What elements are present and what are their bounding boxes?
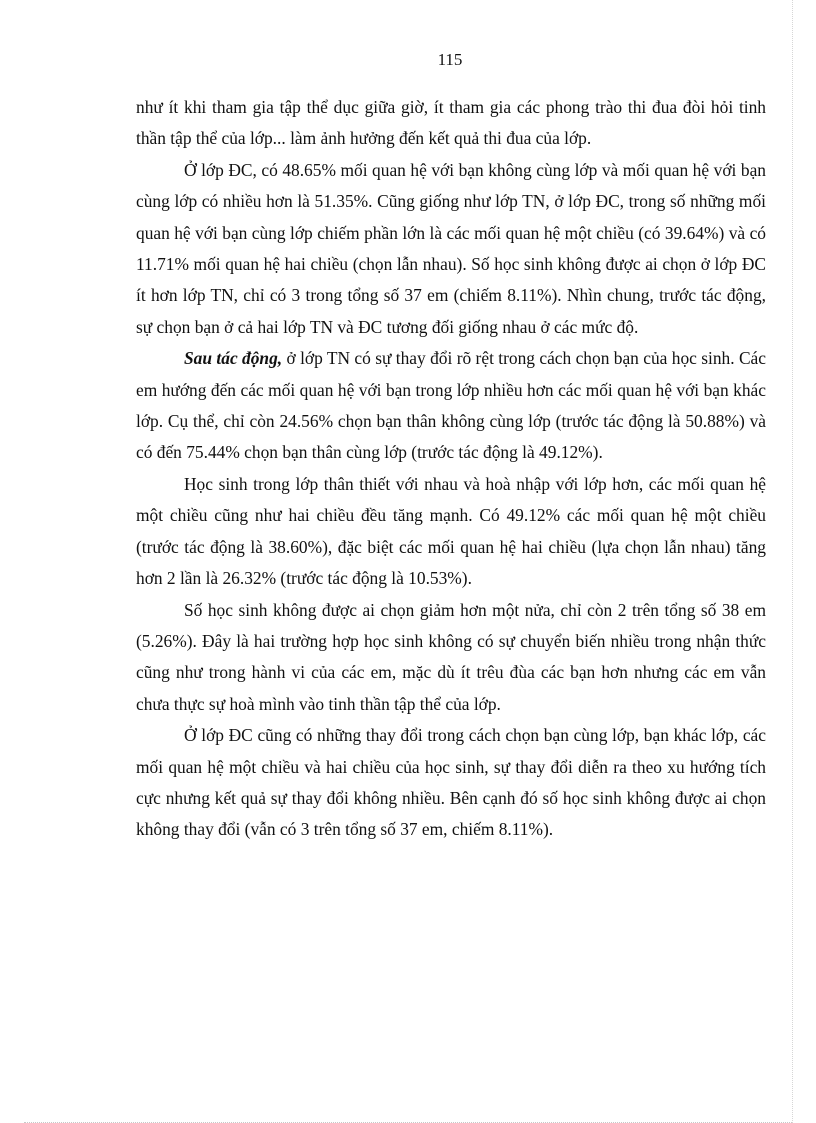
paragraph-text: ở lớp TN có sự thay đổi rõ rệt trong cách chọn bạn của học sinh. Các em hướng đến các mối quan hệ với bạn trong lớp nhiều hơn các mối quan hệ với bạn khác lớp. Cụ thể, chỉ còn 24.56% chọn bạn thân không cùng lớp (trước tác động là 50.88%) và có đến 75.44% chọn bạn thân cùng lớp (trước tác động là 49.12%).	[136, 348, 766, 463]
paragraph-text: như ít khi tham gia tập thể dục giữa giờ, ít tham gia các phong trào thi đua đòi hỏi tinh thần tập thể của lớp... làm ảnh hưởng đến kết quả thi đua của lớp.	[136, 97, 766, 149]
paragraph-dc-before	[136, 155, 766, 343]
paragraph-dc-after	[136, 720, 766, 846]
page-edge-right	[792, 0, 793, 1123]
body-text	[136, 92, 766, 846]
paragraph-unchosen	[136, 595, 766, 721]
paragraph-continuation	[136, 92, 766, 155]
paragraph-emphasis: Sau tác động,	[184, 348, 283, 369]
paragraph-relationships	[136, 469, 766, 595]
paragraph-after-intervention	[136, 343, 766, 469]
paragraph-text: Số học sinh không được ai chọn giảm hơn một nửa, chỉ còn 2 trên tổng số 38 em (5.26%). Đây là hai trường hợp học sinh không có sự chuyển biến nhiều trong nhận thức cũng như trong hành vi của các em, mặc dù ít trêu đùa các bạn hơn nhưng các em vẫn chưa thực sự hoà mình vào tinh thần tập thể của lớp.	[136, 599, 766, 714]
page-number: 115	[437, 50, 463, 69]
paragraph-text: Học sinh trong lớp thân thiết với nhau và hoà nhập với lớp hơn, các mối quan hệ một chiều cũng như hai chiều đều tăng mạnh. Có 49.12% các mối quan hệ một chiều (trước tác động là 38.60%), đặc biệt các mối quan hệ hai chiều (lựa chọn lẫn nhau) tăng hơn 2 lần là 26.32% (trước tác động là 10.53%).	[136, 473, 766, 589]
paragraph-text: Ở lớp ĐC, có 48.65% mối quan hệ với bạn không cùng lớp và mối quan hệ với bạn cùng lớp có nhiều hơn là 51.35%. Cũng giống như lớp TN, ở lớp ĐC, trong số những mối quan hệ với bạn cùng lớp chiếm phần lớn là các mối quan hệ một chiều (có 39.64%) và có 11.71% mối quan hệ hai chiều (chọn lẫn nhau). Số học sinh không được ai chọn ở lớp ĐC ít hơn lớp TN, chỉ có 3 trong tổng số 37 em (chiếm 8.11%). Nhìn chung, trước tác động, sự chọn bạn ở cả hai lớp TN và ĐC tương đối giống nhau ở các mức độ.	[136, 159, 766, 337]
paragraph-text: Ở lớp ĐC cũng có những thay đổi trong cách chọn bạn cùng lớp, bạn khác lớp, các mối quan hệ một chiều và hai chiều của học sinh, sự thay đổi diễn ra theo xu hướng tích cực nhưng kết quả sự thay đổi không nhiều. Bên cạnh đó số học sinh không được ai chọn không thay đổi (vẫn có 3 trên tổng số 37 em, chiếm 8.11%).	[136, 725, 766, 840]
